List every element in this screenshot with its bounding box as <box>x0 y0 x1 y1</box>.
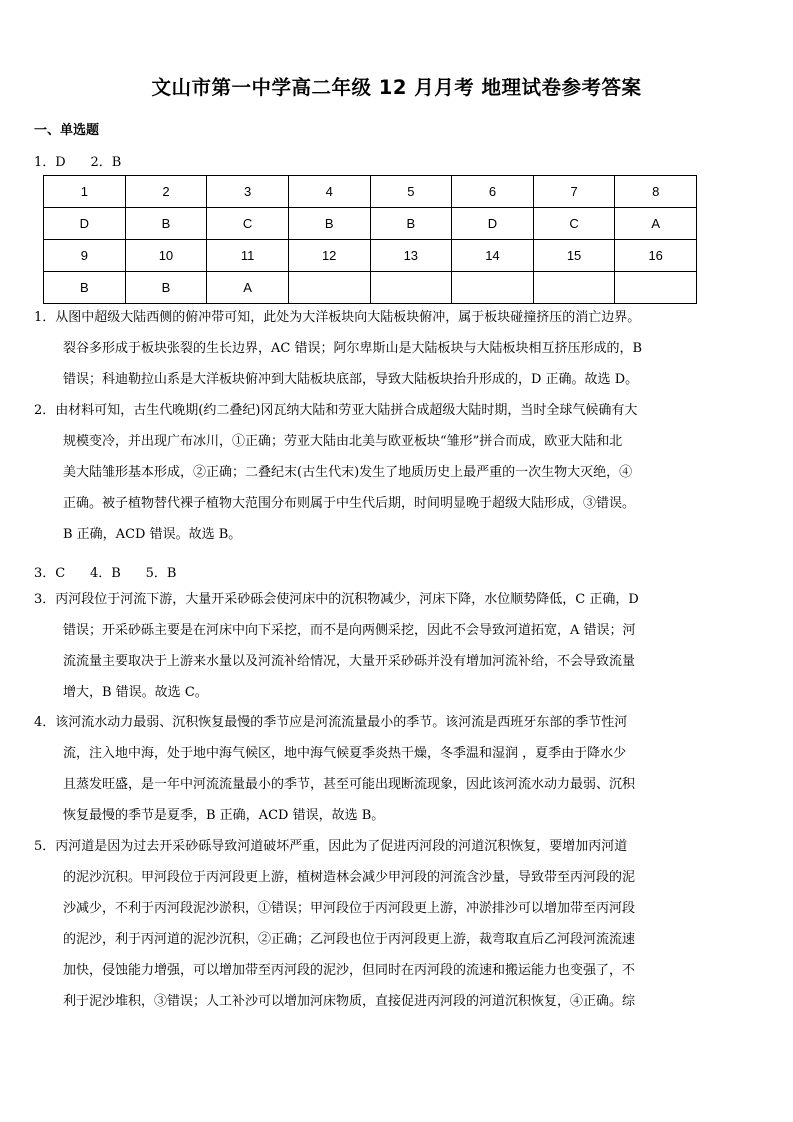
explanation-line: 加快，侵蚀能力增强，可以增加带至丙河段的泥沙，但同时在丙河段的流速和搬运能力也变强了，不 <box>63 963 636 978</box>
explanation-line: 利于泥沙堆积，③错误；人工补沙可以增加河床物质，直接促进丙河段的河道沉积恢复，④正确。综 <box>63 994 636 1009</box>
answer-table-cell: C <box>533 208 615 240</box>
answer-table-cell: 2 <box>125 176 207 208</box>
answer-table-cell: 11 <box>207 240 289 272</box>
answer-table-cell: 16 <box>615 240 697 272</box>
answer-table-cell: 10 <box>125 240 207 272</box>
answer-table-cell: B <box>125 272 207 304</box>
answer-table-cell: 1 <box>44 176 126 208</box>
explanation-line: 2．由材料可知，古生代晚期(约二叠纪)冈瓦纳大陆和劳亚大陆拼合成超级大陆时期，当时全球气候确有大 <box>34 403 638 418</box>
answer-table-cell: 6 <box>452 176 534 208</box>
answer-table-cell: D <box>452 208 534 240</box>
answer-table-cell: 9 <box>44 240 126 272</box>
answer-table-row <box>44 272 697 304</box>
explanation-line: 且蒸发旺盛，是一年中河流流量最小的季节，甚至可能出现断流现象，因此该河流水动力最弱、沉积 <box>63 777 636 792</box>
explanation-line: 美大陆雏形基本形成，②正确；二叠纪末(古生代末)发生了地质历史上最严重的一次生物大灭绝，④ <box>63 465 633 480</box>
answer-table-cell: B <box>125 208 207 240</box>
explanation-line: 流流量主要取决于上游来水量以及河流补给情况，大量开采砂砾并没有增加河流补给，不会导致流量 <box>63 654 636 669</box>
answer-table-cell <box>370 272 452 304</box>
explanation-line: 沙减少，不利于丙河段泥沙淤积，①错误；甲河段位于丙河段更上游，冲淤排沙可以增加带至丙河段 <box>63 901 636 916</box>
explanation-line: 正确。被子植物替代裸子植物大范围分布则属于中生代后期，时间明显晚于超级大陆形成，③错误。 <box>63 496 636 511</box>
explanation-line: B 正确，ACD 错误。故选 B。 <box>63 527 242 542</box>
answer-table-cell: 8 <box>615 176 697 208</box>
answer-summary-3-5: 3．C 4．B 5．B <box>34 566 177 581</box>
answer-table-cell: 13 <box>370 240 452 272</box>
answer-table-cell: B <box>370 208 452 240</box>
answer-table-cell: 12 <box>288 240 370 272</box>
explanation-q4 <box>34 707 682 831</box>
page-title: 文山市第一中学高二年级 12 月月考 地理试卷参考答案 <box>151 76 642 99</box>
answer-table-cell: C <box>207 208 289 240</box>
explanation-line: 增大，B 错误。故选 C。 <box>63 685 208 700</box>
explanation-line: 错误；开采砂砾主要是在河床中向下采挖，而不是向两侧采挖，因此不会导致河道拓宽，A 错误；河 <box>63 623 636 638</box>
explanation-line: 1．从图中超级大陆西侧的俯冲带可知，此处为大洋板块向大陆板块俯冲，属于板块碰撞挤压的消亡边界。 <box>34 310 641 325</box>
explanation-q2 <box>34 395 682 550</box>
answer-table-cell: 4 <box>288 176 370 208</box>
explanation-line: 5．丙河道是因为过去开采砂砾导致河道破坏严重，因此为了促进丙河段的河道沉积恢复，要增加丙河道 <box>34 839 628 854</box>
explanation-line: 3．丙河段位于河流下游，大量开采砂砾会使河床中的沉积物减少，河床下降，水位顺势降低，C 正确，D <box>34 592 639 607</box>
answer-table-cell: B <box>44 272 126 304</box>
answer-table-cell: 14 <box>452 240 534 272</box>
explanation-q3 <box>34 584 682 708</box>
answer-table-row <box>44 208 697 240</box>
explanation-line: 规模变冷，并出现广布冰川，①正确；劳亚大陆由北美与欧亚板块“雏形”拼合而成，欧亚大陆和北 <box>63 434 623 449</box>
answer-table-cell: 15 <box>533 240 615 272</box>
explanation-q1 <box>34 302 682 395</box>
answer-table-cell <box>288 272 370 304</box>
answer-table-cell <box>533 272 615 304</box>
explanation-line: 流，注入地中海，处于地中海气候区，地中海气候夏季炎热干燥，冬季温和湿润 ，夏季由于降水少 <box>63 746 627 761</box>
answer-table-row <box>44 240 697 272</box>
section-heading: 一、单选题 <box>34 123 100 138</box>
answer-table <box>43 175 697 304</box>
answer-table-cell <box>615 272 697 304</box>
explanation-line: 恢复最慢的季节是夏季，B 正确，ACD 错误，故选 B。 <box>63 808 385 823</box>
answer-table-cell: D <box>44 208 126 240</box>
answer-table-cell: A <box>207 272 289 304</box>
answer-table-row <box>44 176 697 208</box>
answer-table-cell: 7 <box>533 176 615 208</box>
answer-summary-1-2: 1．D 2．B <box>34 155 122 170</box>
explanation-line: 的泥沙沉积。甲河段位于丙河段更上游，植树造林会减少甲河段的河流含沙量，导致带至丙河段的泥 <box>63 870 636 885</box>
explanation-line: 的泥沙，利于丙河道的泥沙沉积，②正确；乙河段也位于丙河段更上游，裁弯取直后乙河段河流流速 <box>63 932 636 947</box>
explanation-line: 错误；科迪勒拉山系是大洋板块俯冲到大陆板块底部，导致大陆板块抬升形成的，D 正确。故选 D。 <box>63 372 639 387</box>
answer-table-cell: A <box>615 208 697 240</box>
answer-table-cell: B <box>288 208 370 240</box>
explanation-line: 4．该河流水动力最弱、沉积恢复最慢的季节应是河流流量最小的季节。该河流是西班牙东部的季节性河 <box>34 715 628 730</box>
answer-table-cell: 3 <box>207 176 289 208</box>
explanation-q5 <box>34 831 682 1017</box>
answer-table-cell <box>452 272 534 304</box>
explanation-line: 裂谷多形成于板块张裂的生长边界，AC 错误；阿尔卑斯山是大陆板块与大陆板块相互挤压形成的，B <box>63 341 643 356</box>
answer-table-cell: 5 <box>370 176 452 208</box>
